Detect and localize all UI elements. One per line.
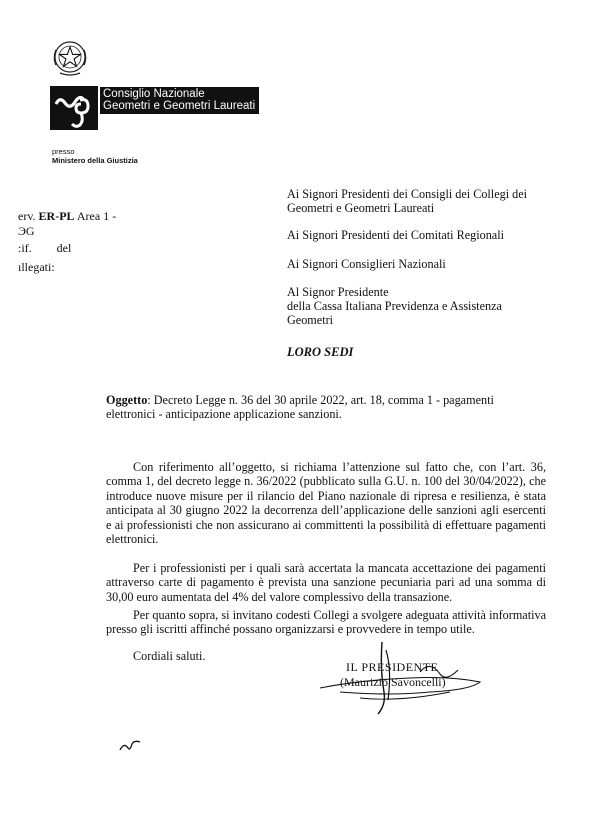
recipient-1-line2: Geometri e Geometri Laureati <box>287 201 435 215</box>
recipient-1 <box>287 187 527 215</box>
body-paragraph-2: Per i professionisti per i quali sarà accertata la mancata accettazione dei pagamenti attraverso carte di pagamento è prevista una sanzione pecuniaria pari ad una somma di 30,00 euro aumentata del 4% del valore complessivo della transazione. <box>106 561 546 604</box>
org-name <box>100 87 259 114</box>
service-area: Area 1 - <box>76 209 117 223</box>
subject <box>106 393 546 421</box>
recipient-1-line1: Ai Signori Presidenti dei Consigli dei Collegi dei <box>287 187 528 201</box>
recipient-4-line2: della Cassa Italiana Previdenza e Assistenza <box>287 299 502 313</box>
ref-del: del <box>56 241 72 255</box>
presso-label: presso <box>52 147 75 156</box>
ministry-label: Ministero della Giustizia <box>52 156 138 165</box>
ref-rif: :if. <box>18 241 32 255</box>
body-paragraph-3: Per quanto sopra, si invitano codesti Collegi a svolgere adeguata attività informativa presso gli iscritti affinché possano organizzarsi e provvedere in tempo utile. <box>106 608 546 637</box>
page-mark-icon <box>118 738 144 752</box>
cng-logo-mark-icon <box>50 86 98 130</box>
signature-title: IL PRESIDENTE <box>346 660 439 674</box>
service-code: ER-PL <box>38 209 75 223</box>
signature-name: (Maurizio Savoncelli) <box>340 675 446 689</box>
closing-greeting: Cordiali saluti. <box>133 649 206 663</box>
handwritten-signature-icon <box>300 630 500 720</box>
attachments-label: ıllegati: <box>18 260 55 274</box>
recipient-2: Ai Signori Presidenti dei Comitati Regionali <box>287 228 504 242</box>
org-name-line2: Geometri e Geometri Laureati <box>103 100 256 112</box>
service-ref <box>18 209 116 224</box>
subject-text: : Decreto Legge n. 36 del 30 aprile 2022, art. 18, comma 1 - pagamenti elettronici - anticipazione applicazione sanzioni. <box>106 393 494 421</box>
recipient-4-line3: Geometri <box>287 313 334 327</box>
italian-republic-emblem-icon <box>50 38 90 78</box>
ref-line-3 <box>18 241 71 256</box>
service-prefix: erv. <box>18 209 36 223</box>
ref-line-2: ЭG <box>18 224 35 238</box>
loro-sedi: LORO SEDI <box>287 345 354 359</box>
body-paragraph-1: Con riferimento all’oggetto, si richiama l’attenzione sul fatto che, con l’art. 36, comma 1, del decreto legge n. 36/2022 (pubblicato sulla G.U. n. 100 del 30/04/2022), che introduce nuove misure per il rilancio del Piano nazionale di ripresa e resilienza, è stata anticipata al 30 giugno 2022 la decorrenza dell’applicazione delle sanzioni agli esercenti e ai professionisti che non assicurano ai committenti la possibilità di effettuare pagamenti elettronici. <box>106 460 546 547</box>
cng-logo <box>50 86 98 130</box>
org-name-line1: Consiglio Nazionale <box>103 88 205 100</box>
recipient-3: Ai Signori Consiglieri Nazionali <box>287 257 446 271</box>
recipient-4-line1: Al Signor Presidente <box>287 285 389 299</box>
subject-label: Oggetto <box>106 393 148 407</box>
recipient-4 <box>287 285 502 327</box>
